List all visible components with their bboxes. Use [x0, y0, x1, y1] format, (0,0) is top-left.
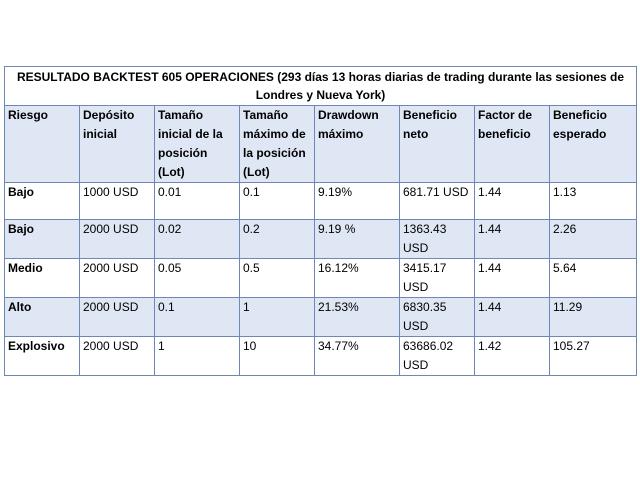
- cell-tamano-maximo: 0.1: [240, 183, 315, 220]
- cell-beneficio-esperado: 2.26: [550, 220, 637, 259]
- cell-tamano-inicial: 0.05: [155, 259, 240, 298]
- cell-factor: 1.44: [475, 183, 550, 220]
- header-beneficio-neto: Beneficio neto: [400, 106, 475, 183]
- header-riesgo: Riesgo: [5, 106, 80, 183]
- table-row: [5, 337, 637, 376]
- cell-deposito: 2000 USD: [80, 259, 155, 298]
- cell-beneficio-neto: 681.71 USD: [400, 183, 475, 220]
- cell-riesgo: Explosivo: [5, 337, 80, 376]
- cell-deposito: 2000 USD: [80, 298, 155, 337]
- cell-beneficio-neto: 3415.17 USD: [400, 259, 475, 298]
- backtest-results-table: [4, 66, 637, 376]
- table-row: [5, 183, 637, 220]
- cell-deposito: 1000 USD: [80, 183, 155, 220]
- cell-factor: 1.44: [475, 259, 550, 298]
- cell-tamano-maximo: 0.5: [240, 259, 315, 298]
- cell-tamano-inicial: 0.02: [155, 220, 240, 259]
- cell-factor: 1.42: [475, 337, 550, 376]
- cell-riesgo: Bajo: [5, 220, 80, 259]
- cell-drawdown: 21.53%: [315, 298, 400, 337]
- header-drawdown-maximo: Drawdown máximo: [315, 106, 400, 183]
- cell-beneficio-esperado: 5.64: [550, 259, 637, 298]
- cell-deposito: 2000 USD: [80, 337, 155, 376]
- cell-drawdown: 9.19 %: [315, 220, 400, 259]
- cell-tamano-maximo: 0.2: [240, 220, 315, 259]
- cell-riesgo: Medio: [5, 259, 80, 298]
- table-row: [5, 259, 637, 298]
- cell-beneficio-esperado: 11.29: [550, 298, 637, 337]
- header-deposito-inicial: Depósito inicial: [80, 106, 155, 183]
- cell-riesgo: Bajo: [5, 183, 80, 220]
- cell-drawdown: 34.77%: [315, 337, 400, 376]
- header-tamano-maximo: Tamaño máximo de la posición (Lot): [240, 106, 315, 183]
- cell-tamano-inicial: 0.1: [155, 298, 240, 337]
- cell-deposito: 2000 USD: [80, 220, 155, 259]
- cell-beneficio-neto: 6830.35 USD: [400, 298, 475, 337]
- cell-beneficio-esperado: 105.27: [550, 337, 637, 376]
- table-header-row: [5, 106, 637, 183]
- cell-tamano-inicial: 0.01: [155, 183, 240, 220]
- cell-factor: 1.44: [475, 298, 550, 337]
- header-factor-beneficio: Factor de beneficio: [475, 106, 550, 183]
- header-tamano-inicial: Tamaño inicial de la posición (Lot): [155, 106, 240, 183]
- cell-drawdown: 9.19%: [315, 183, 400, 220]
- cell-tamano-maximo: 1: [240, 298, 315, 337]
- cell-tamano-inicial: 1: [155, 337, 240, 376]
- cell-tamano-maximo: 10: [240, 337, 315, 376]
- table-title: RESULTADO BACKTEST 605 OPERACIONES (293 días 13 horas diarias de trading durante las sesiones de Londres y Nueva York): [5, 67, 637, 106]
- table-title-row: [5, 67, 637, 106]
- cell-factor: 1.44: [475, 220, 550, 259]
- header-beneficio-esperado: Beneficio esperado: [550, 106, 637, 183]
- cell-riesgo: Alto: [5, 298, 80, 337]
- cell-drawdown: 16.12%: [315, 259, 400, 298]
- cell-beneficio-neto: 63686.02 USD: [400, 337, 475, 376]
- table-row: [5, 220, 637, 259]
- cell-beneficio-neto: 1363.43 USD: [400, 220, 475, 259]
- cell-beneficio-esperado: 1.13: [550, 183, 637, 220]
- table-row: [5, 298, 637, 337]
